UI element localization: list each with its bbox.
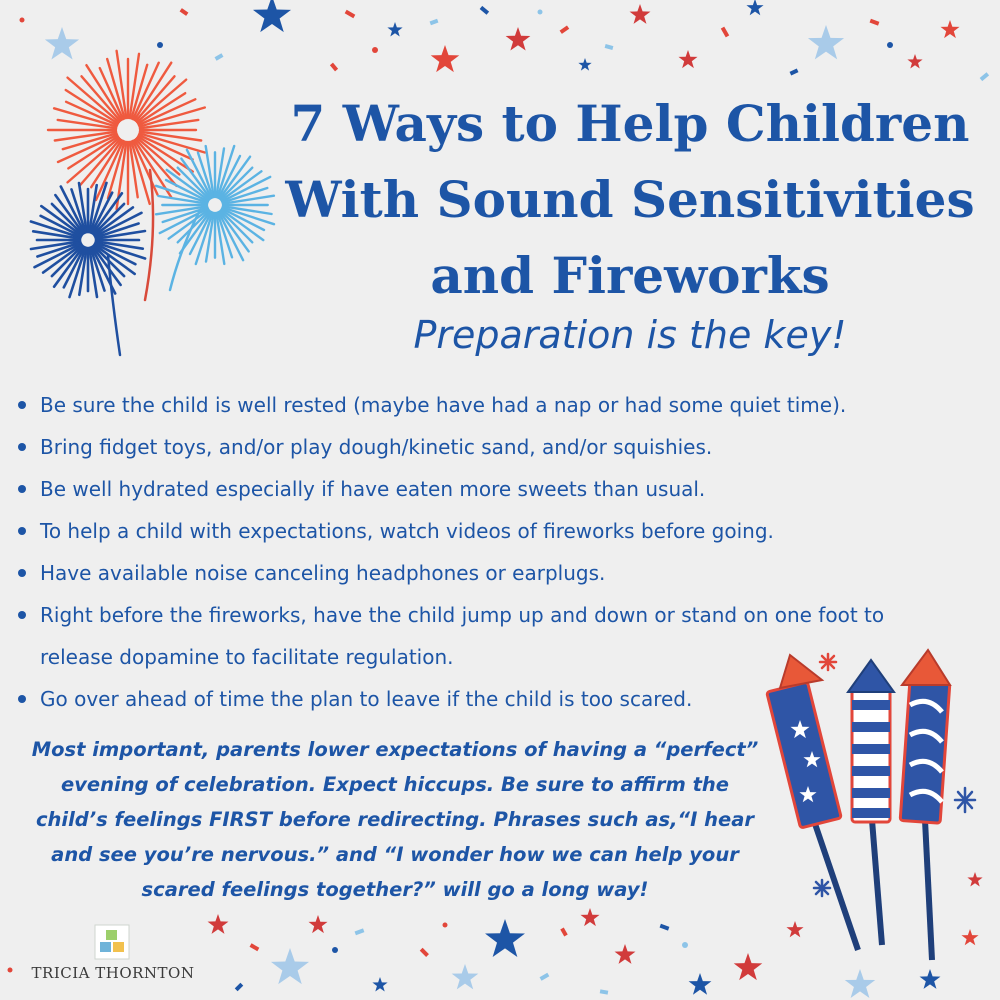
bullet-icon xyxy=(18,527,26,535)
tips-list xyxy=(40,384,990,720)
closing-note: Most important, parents lower expectations of having a “perfect” evening of celebration. Expect hiccups. Be sure to affirm the child’s feelings FIRST before redirecting. Phrases such as,“I hear and see you’re nervous.” and “I wonder how we can help your scared feelings together?” will go a long way! xyxy=(31,738,759,901)
bullet-icon xyxy=(18,485,26,493)
star-confetti-top xyxy=(20,0,990,81)
bullet-icon xyxy=(18,695,26,703)
bullet-icon xyxy=(18,569,26,577)
page-title: 7 Ways to Help Children With Sound Sensitivities and Fireworks xyxy=(285,94,975,305)
list-item xyxy=(40,678,990,720)
tip-text: Right before the fireworks, have the child jump up and down or stand on one foot to xyxy=(40,603,885,627)
tip-text: Have available noise canceling headphones or earplugs. xyxy=(40,561,606,585)
bullet-icon xyxy=(18,611,26,619)
list-item xyxy=(40,594,990,678)
list-item xyxy=(40,384,990,426)
firework-trails xyxy=(108,170,200,355)
tip-text: Be well hydrated especially if have eaten more sweets than usual. xyxy=(40,477,706,501)
list-item xyxy=(40,426,990,468)
tip-text: Go over ahead of time the plan to leave if the child is too scared. xyxy=(40,687,693,711)
list-item xyxy=(40,552,990,594)
tip-text-continued: release dopamine to facilitate regulation. xyxy=(40,645,454,669)
brand-name: TRICIA THORNTON xyxy=(31,964,195,982)
subtitle: Preparation is the key! xyxy=(413,313,847,357)
bullet-icon xyxy=(18,401,26,409)
firework-burst-red xyxy=(48,51,205,209)
brand xyxy=(28,920,198,982)
tip-text: Be sure the child is well rested (maybe have had a nap or had some quiet time). xyxy=(40,393,847,417)
list-item xyxy=(40,468,990,510)
brand-logo-spacer xyxy=(28,920,198,958)
tip-text: To help a child with expectations, watch videos of fireworks before going. xyxy=(40,519,774,543)
list-item xyxy=(40,510,990,552)
bullet-icon xyxy=(18,443,26,451)
tip-text: Bring fidget toys, and/or play dough/kinetic sand, and/or squishies. xyxy=(40,435,713,459)
